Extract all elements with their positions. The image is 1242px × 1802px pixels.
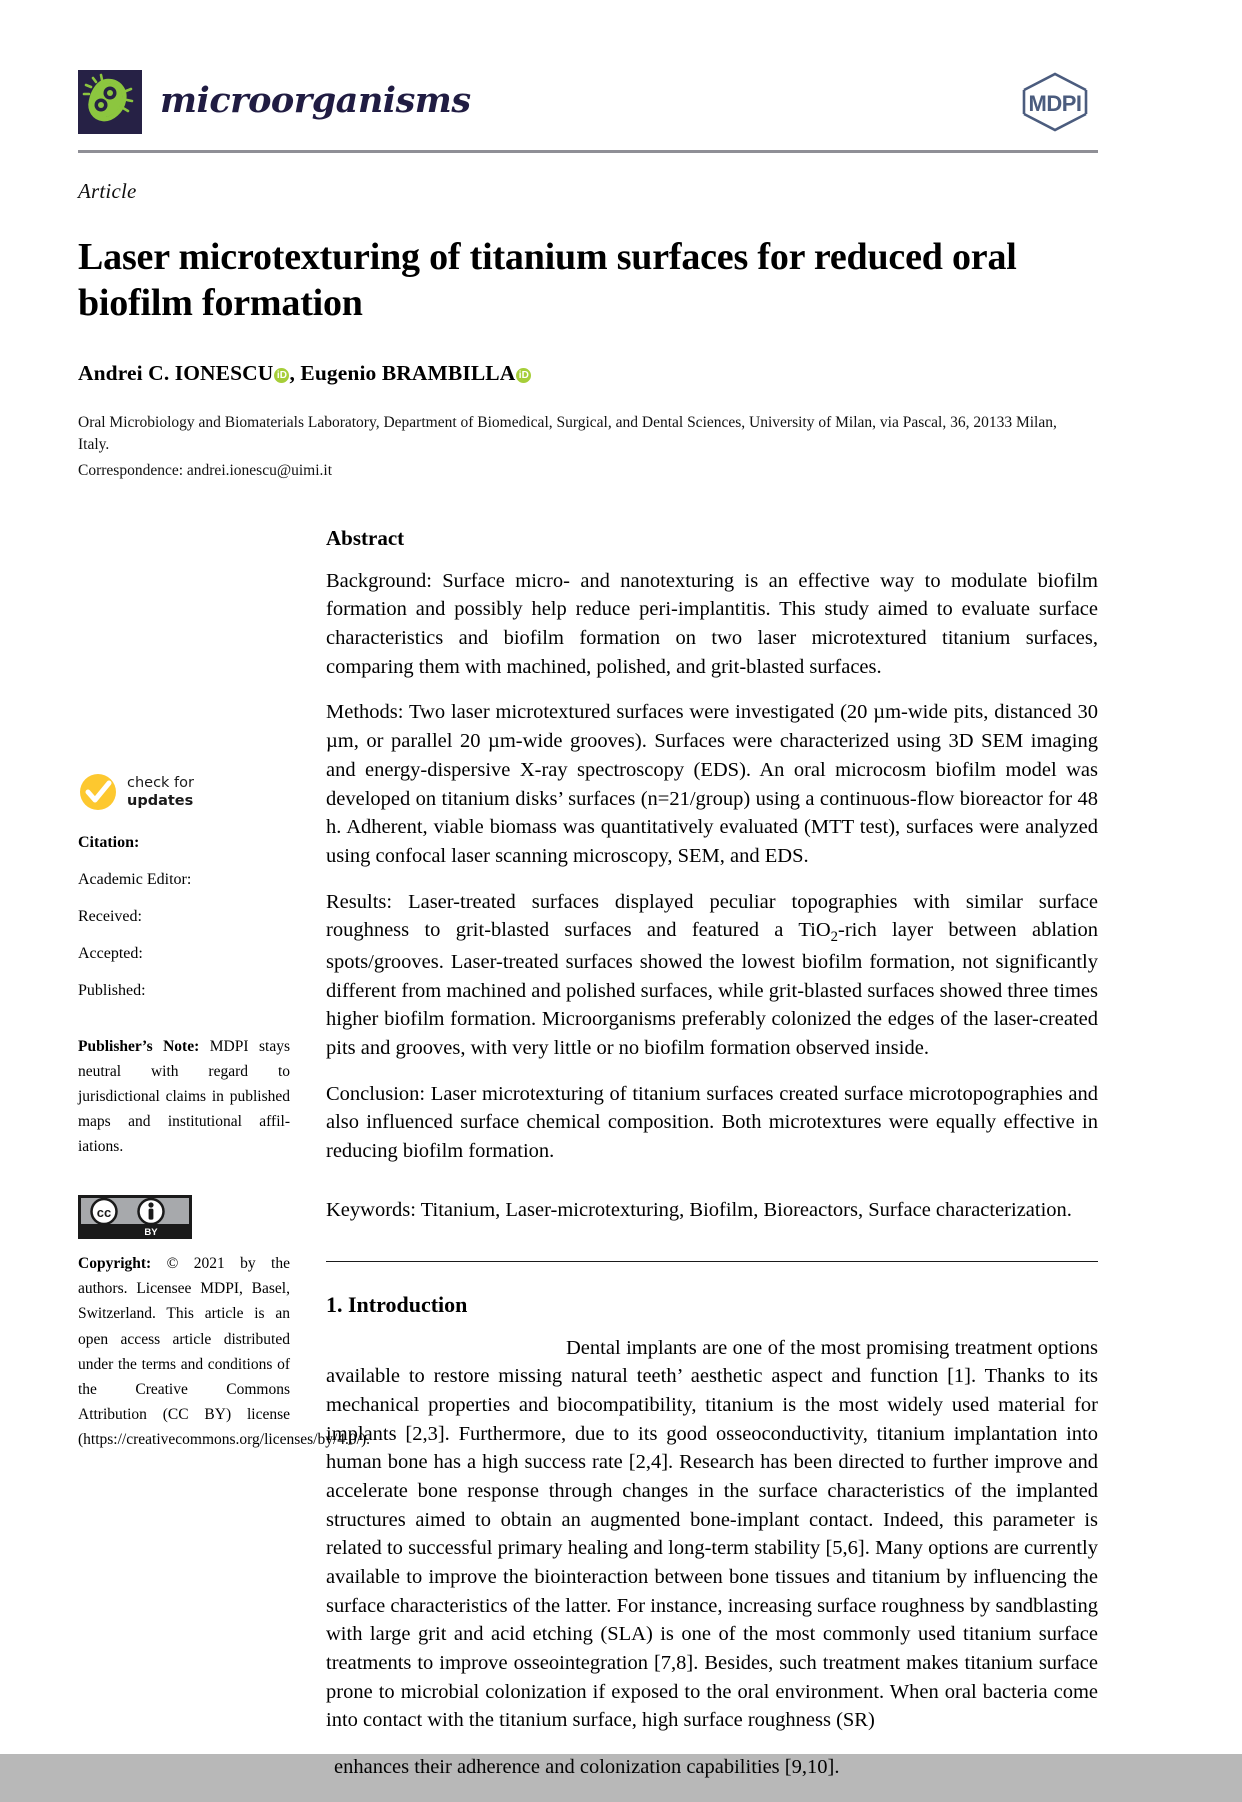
check-for-updates-label [127, 774, 194, 810]
publisher-note-body: MDPI stays neutral with regard to jurisdictional claims in published maps and institutional affil-iations. [78, 1037, 290, 1156]
page-content [78, 70, 1098, 1802]
academic-editor-label: Academic Editor: [78, 870, 192, 888]
correspondence-text[interactable]: Correspondence: andrei.ionescu@uimi.it [78, 461, 333, 479]
page-title: Laser microtexturing of titanium surfaces for reduced oral biofilm formation [78, 236, 1017, 325]
copyright-body: © 2021 by the authors. Licensee MDPI, Basel, Switzerland. This article is an open access article distributed under the terms and conditions of the Creative Commons Attribution (CC BY) license (https://creativecommons.org/licenses/by/4.0/). [78, 1255, 371, 1449]
author-name-1: Andrei C. IONESCU [78, 360, 274, 385]
journal-title: microorganisms [160, 79, 471, 121]
body-area [78, 526, 1098, 1802]
abstract-conclusion: Conclusion: Laser microtexturing of titanium surfaces created surface microtopographies and also influenced surface chemical composition. Both microtextures were equally effective in reducing biofilm formation. [326, 1082, 1098, 1163]
check-updates-line-2: updates [127, 792, 194, 809]
citation-label: Citation: [78, 833, 140, 851]
affiliation-text: Oral Microbiology and Biomaterials Laboratory, Department of Biomedical, Surgical, and Dental Sciences, University of Milan, via Pascal, 36, 20133 Milan, Italy. [78, 413, 1057, 453]
introduction-heading: 1. Introduction [326, 1291, 468, 1317]
abstract-divider [326, 1261, 1098, 1262]
publisher-note-label: Publisher’s Note: [78, 1037, 200, 1055]
orcid-icon-2[interactable]: iD [516, 368, 531, 383]
copyright-label: Copyright: [78, 1255, 152, 1273]
check-circle-icon [78, 772, 118, 812]
abstract-heading: Abstract [326, 525, 405, 550]
accepted-label: Accepted: [78, 944, 143, 962]
keywords-line: Keywords: Titanium, Laser-microtexturing, Biofilm, Bioreactors, Surface characterization. [326, 1198, 1072, 1221]
check-for-updates-badge[interactable] [78, 772, 290, 812]
published-label: Published: [78, 981, 146, 999]
introduction-tail: enhances their adherence and colonization capabilities [9,10]. [334, 1756, 840, 1779]
abstract-results-subscript: 2 [830, 929, 839, 946]
svg-text:MDPI: MDPI [1028, 91, 1082, 116]
svg-text:cc: cc [96, 1205, 112, 1221]
copyright-note [78, 1251, 371, 1452]
abstract-results-part1: Results: Laser-treated surfaces displayed peculiar topographies with similar surface roughness to grit-blasted surfaces and featured a TiO [326, 890, 1098, 942]
abstract-methods: Methods: Two laser microtextured surfaces were investigated (20 µm-wide pits, distanced 30 µm, or parallel 20 µm-wide grooves). Surfaces were characterized using 3D SEM imaging and energy-dispersive X-ray spectroscopy (EDS). An oral microcosm biofilm model was developed on titanium disks’ surfaces (n=21/group) using a continuous-flow bioreactor for 48 h. Adherent, viable biomass was quantitatively evaluated (MTT test), surfaces were analyzed using confocal laser scanning microscopy, SEM, and EDS. [326, 701, 1098, 867]
abstract-results-part2: -rich layer between ablation spots/grooves. Laser-treated surfaces showed the lowest biofilm formation, not significantly different from machined and polished surfaces, while grit-blasted surfaces showed three times higher biofilm formation. Microorganisms preferably colonized the edges of the laser-created pits and grooves, with very little or no biofilm formation observed inside. [326, 919, 1099, 1060]
masthead [78, 70, 1098, 144]
article-type-label: Article [78, 179, 137, 203]
received-label: Received: [78, 907, 142, 925]
check-updates-line-1: check for [127, 774, 194, 791]
creative-commons-badge-icon[interactable] [78, 1195, 192, 1239]
author-name-2: Eugenio BRAMBILLA [300, 360, 516, 385]
author-separator: , [289, 360, 301, 385]
main-column [310, 526, 1098, 1802]
abstract-background: Background: Surface micro- and nanotexturing is an effective way to modulate biofilm formation and possibly help reduce peri-implantitis. This study aimed to evaluate surface characteristics and biofilm formation on two laser microtextured titanium surfaces, comparing them with machined, polished, and grit-blasted surfaces. [326, 569, 1098, 678]
microorganisms-logo-icon [78, 70, 142, 134]
journal-brand [78, 70, 471, 134]
svg-text:BY: BY [144, 1227, 158, 1239]
header-divider [78, 150, 1098, 153]
publisher-note [78, 1034, 290, 1160]
abstract-results [326, 888, 1098, 1063]
introduction-paragraph: Dental implants are one of the most promising treatment options available to restore missing natural teeth’ aesthetic aspect and function [1]. Thanks to its mechanical properties and biocompatibility, titanium is the most widely used material for implants [2,3]. Furthermore, due to its good osseoconductivity, titanium implantation into human bone has a high success rate [2,4]. Research has been directed to further improve and accelerate bone response through changes in the surface characteristics of the implanted structures aimed to obtain an augmented bone-implant contact. Indeed, this parameter is related to successful primary healing and long-term stability [5,6]. Many options are currently available to improve the biointeraction between bone tissues and titanium by influencing the surface characteristics of the latter. For instance, increasing surface roughness by sandblasting with large grit and acid etching (SLA) is one of the most commonly used titanium surface treatments to improve osseointegration [7,8]. Besides, such treatment makes titanium surface prone to microbial colonization if exposed to the oral environment. When oral bacteria come into contact with the titanium surface, high surface roughness (SR) [326, 1336, 1098, 1732]
author-list [78, 361, 1098, 386]
mdpi-logo-icon [1012, 70, 1098, 134]
orcid-icon-1[interactable]: iD [274, 368, 289, 383]
